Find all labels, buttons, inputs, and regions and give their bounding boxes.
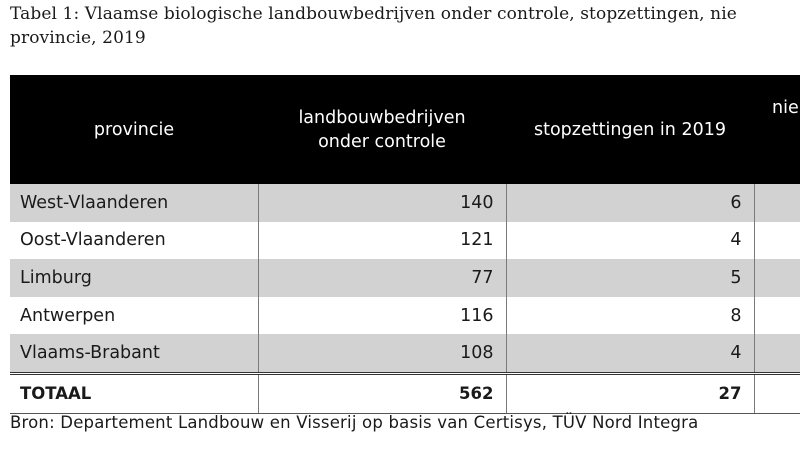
header-row (10, 75, 800, 184)
cell-controle: 108 (258, 334, 506, 373)
cell-controle: 140 (258, 184, 506, 222)
caption-line-1: Tabel 1: Vlaamse biologische landbouwbedrijven onder controle, stopzettingen, nie (10, 4, 737, 24)
cell-truncated (754, 222, 800, 260)
table-caption (10, 2, 800, 50)
header-stopzettingen (506, 75, 754, 184)
table-row (10, 259, 800, 297)
header-landbouwbedrijven-line-2: onder controle (318, 131, 446, 152)
table-header (10, 75, 800, 184)
cell-provincie: Antwerpen (10, 297, 258, 335)
table-row (10, 334, 800, 373)
header-truncated-label: nie (772, 98, 799, 118)
cell-stopzettingen: 5 (506, 259, 754, 297)
total-controle: 562 (258, 373, 506, 413)
source-note: Bron: Departement Landbouw en Visserij op basis van Certisys, TÜV Nord Integra (10, 413, 699, 432)
header-landbouwbedrijven (258, 75, 506, 184)
header-landbouwbedrijven-line-1: landbouwbedrijven (298, 107, 466, 128)
header-provincie-label: provincie (93, 119, 175, 140)
table-row (10, 297, 800, 335)
cell-truncated (754, 184, 800, 222)
table-row (10, 184, 800, 222)
header-truncated (754, 75, 800, 184)
caption-line-2: provincie, 2019 (10, 28, 146, 48)
total-truncated (754, 373, 800, 413)
cell-provincie: Vlaams-Brabant (10, 334, 258, 373)
cell-provincie: Limburg (10, 259, 258, 297)
cell-truncated (754, 259, 800, 297)
total-row (10, 373, 800, 413)
cell-stopzettingen: 8 (506, 297, 754, 335)
total-label: TOTAAL (10, 373, 258, 413)
cell-stopzettingen: 6 (506, 184, 754, 222)
cell-provincie: West-Vlaanderen (10, 184, 258, 222)
cell-controle: 121 (258, 222, 506, 260)
cell-truncated (754, 334, 800, 373)
header-provincie (10, 75, 258, 184)
cell-provincie: Oost-Vlaanderen (10, 222, 258, 260)
cell-controle: 77 (258, 259, 506, 297)
data-table (10, 75, 800, 414)
cell-truncated (754, 297, 800, 335)
table-body (10, 184, 800, 413)
table-row (10, 222, 800, 260)
cell-stopzettingen: 4 (506, 222, 754, 260)
cell-controle: 116 (258, 297, 506, 335)
cell-stopzettingen: 4 (506, 334, 754, 373)
total-stopzettingen: 27 (506, 373, 754, 413)
header-stopzettingen-label: stopzettingen in 2019 (533, 119, 726, 140)
